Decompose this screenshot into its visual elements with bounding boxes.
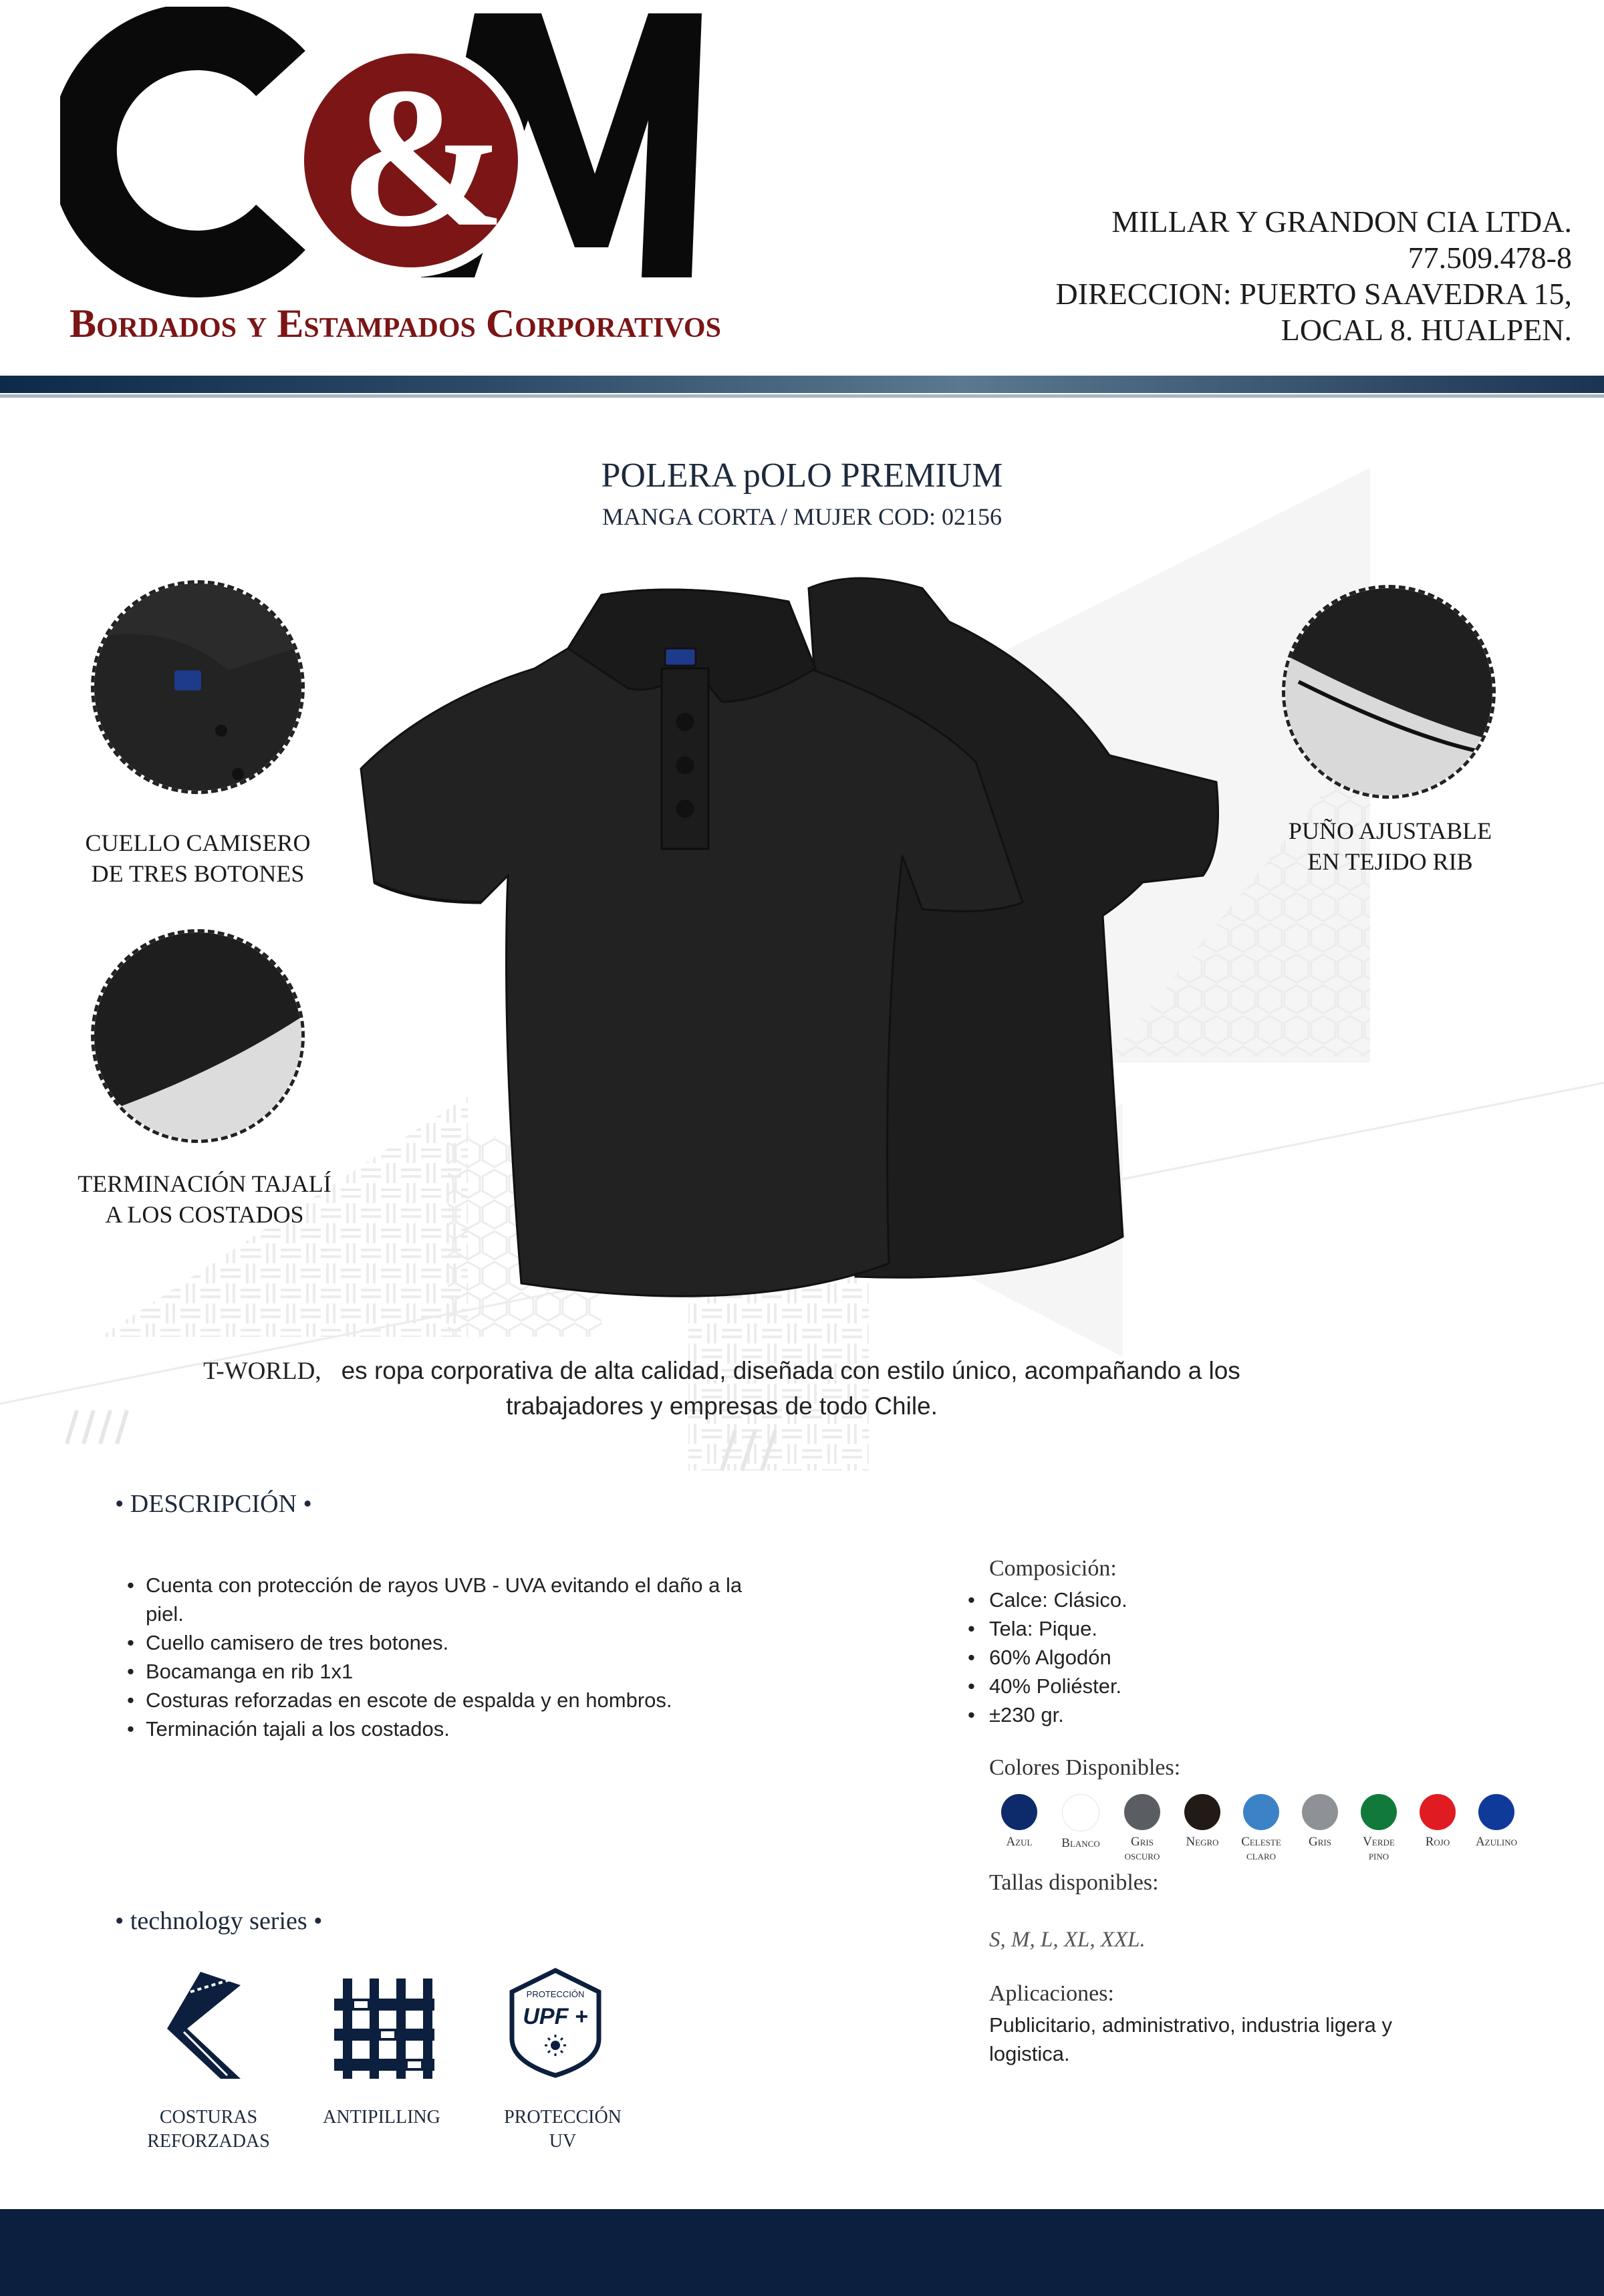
reinforced-seam-icon — [160, 1965, 254, 2085]
list-item: • Costuras reforzadas en escote de espalda y en hombros. — [127, 1686, 755, 1714]
list-item: • Tela: Pique. — [968, 1614, 1127, 1643]
tech-label-seams: COSTURAS REFORZADAS — [147, 2107, 270, 2152]
upf-shield-icon — [505, 1965, 606, 2079]
technology-heading: • technology series • — [115, 1907, 323, 1935]
color-dot — [1001, 1794, 1037, 1830]
list-item: • Bocamanga en rib 1x1 — [127, 1657, 755, 1686]
color-name: Rojo — [1425, 1835, 1450, 1849]
upf-badge-main: UPF + — [523, 2004, 588, 2029]
composition-heading: Composición: — [989, 1556, 1117, 1581]
product-title: POLERA pOLO PREMIUM — [601, 457, 1003, 495]
header-divider-line — [0, 394, 1604, 398]
color-name: Negro — [1186, 1835, 1219, 1849]
cuff-feature-label: PUÑO AJUSTABLE EN TEJIDO RIB — [1288, 817, 1492, 875]
brand-tagline — [200, 1354, 1243, 1424]
header-divider — [0, 376, 1604, 393]
colors-heading: Colores Disponibles: — [989, 1755, 1181, 1780]
list-item: • Calce: Clásico. — [968, 1585, 1127, 1614]
list-item: • 60% Algodón — [968, 1643, 1127, 1672]
antipilling-weave-icon — [327, 1965, 441, 2092]
color-dot — [1302, 1794, 1338, 1830]
side-detail-photo — [91, 929, 305, 1143]
color-subname: claro — [1246, 1849, 1277, 1863]
logo-tagline: Bordados y Estampados Corporativos — [70, 301, 721, 346]
color-dot — [1062, 1794, 1099, 1831]
list-item: • Terminación tajali a los costados. — [127, 1714, 755, 1743]
color-dot — [1361, 1794, 1397, 1830]
polo-shirt-image — [348, 568, 1236, 1323]
color-name: Azul — [1006, 1835, 1033, 1849]
color-name: Azulino — [1475, 1835, 1518, 1849]
upf-badge-top: PROTECCIÓN — [526, 1989, 585, 1999]
company-address: DIRECCION: PUERTO SAAVEDRA 15, — [1055, 277, 1572, 311]
sizes-heading: Tallas disponibles: — [989, 1870, 1159, 1895]
color-dot — [1124, 1794, 1160, 1830]
collar-detail-photo — [91, 580, 305, 794]
list-item: • Cuenta con protección de rayos UVB - UVA evitando el daño a la piel. — [127, 1571, 755, 1628]
ampersand-mark: & — [340, 46, 507, 268]
product-subtitle: MANGA CORTA / MUJER COD: 02156 — [602, 503, 1002, 530]
cuff-detail-photo — [1282, 585, 1496, 799]
color-dot — [1420, 1794, 1456, 1830]
company-rut: 77.509.478-8 — [1408, 241, 1572, 275]
description-list — [127, 1571, 755, 1743]
color-dot — [1478, 1794, 1514, 1830]
brand-name: T-WORLD, — [203, 1358, 321, 1385]
sizes-value: S, M, L, XL, XXL. — [989, 1928, 1146, 1952]
color-name: Gris — [1309, 1835, 1331, 1849]
applications-heading: Aplicaciones: — [989, 1981, 1114, 2006]
color-swatches — [982, 1794, 1537, 1868]
color-name: Celeste — [1241, 1835, 1281, 1849]
company-info — [869, 204, 1572, 348]
tagline-text: es ropa corporativa de alta calidad, diseñada con estilo único, acompañando a los trabajadores y empresas de todo Chile. — [341, 1357, 1240, 1420]
footer-bar — [0, 2209, 1604, 2296]
color-swatch — [1460, 1794, 1533, 1848]
composition-list — [968, 1585, 1127, 1729]
company-address-2: LOCAL 8. HUALPEN. — [1281, 313, 1572, 347]
list-item: • Cuello camisero de tres botones. — [127, 1628, 755, 1657]
color-dot — [1184, 1794, 1220, 1830]
company-name: MILLAR Y GRANDON CIA LTDA. — [1111, 205, 1572, 239]
color-name: Verde — [1363, 1835, 1395, 1849]
list-item: • ±230 gr. — [968, 1700, 1127, 1729]
tech-label-uv: PROTECCIÓN UV — [504, 2107, 622, 2152]
collar-feature-label: CUELLO CAMISERO DE TRES BOTONES — [85, 830, 311, 887]
color-name: Gris — [1131, 1835, 1154, 1849]
color-subname: oscuro — [1124, 1849, 1160, 1863]
color-name: Blanco — [1061, 1836, 1100, 1850]
description-heading: • DESCRIPCIÓN • — [115, 1490, 312, 1518]
color-dot — [1243, 1794, 1279, 1830]
brand-logo — [60, 7, 721, 354]
list-item: • 40% Poliéster. — [968, 1672, 1127, 1700]
color-subname: pino — [1368, 1849, 1389, 1863]
side-feature-label: TERMINACIÓN TAJALÍ A LOS COSTADOS — [78, 1170, 331, 1228]
tech-label-antipilling: ANTIPILLING — [323, 2107, 440, 2128]
applications-value: Publicitario, administrativo, industria ligera y logistica. — [989, 2013, 1393, 2065]
